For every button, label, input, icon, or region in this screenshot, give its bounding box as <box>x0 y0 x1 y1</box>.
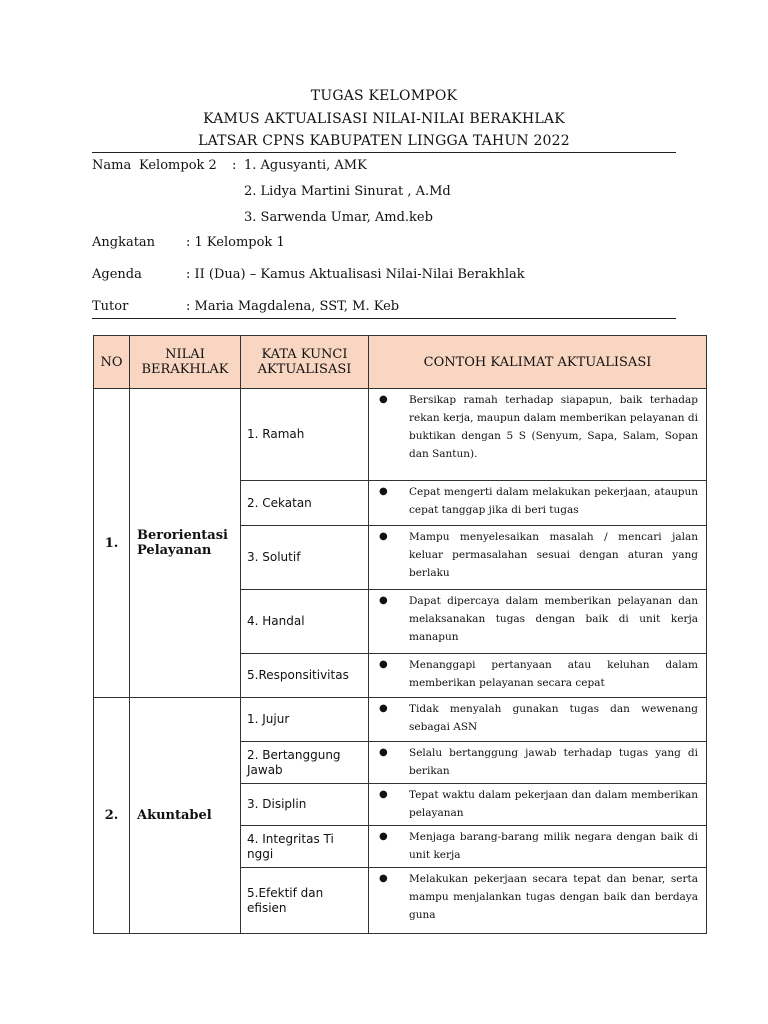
bullet-icon: ● <box>379 873 388 884</box>
contoh-text: Melakukan pekerjaan secara tepat dan benar, serta mampu menjalankan tugas dengan baik dan berdaya guna <box>409 873 698 921</box>
header-contoh: CONTOH KALIMAT AKTUALISASI <box>369 336 707 389</box>
contoh-cell <box>369 481 707 526</box>
bullet-icon: ● <box>379 747 388 758</box>
contoh-cell <box>369 784 707 826</box>
header-no: NO <box>94 336 130 389</box>
contoh-text: Tidak menyalah gunakan tugas dan wewenang sebagai ASN <box>409 703 698 733</box>
agenda-value: : II (Dua) – Kamus Aktualisasi Nilai-Nilai Berakhlak <box>186 267 525 282</box>
kata-kunci-cell: 5.Responsitivitas <box>241 654 369 698</box>
kata-kunci-cell: 3. Disiplin <box>241 784 369 826</box>
members-colon: : <box>232 158 237 173</box>
header-nilai: NILAI BERAKHLAK <box>130 336 241 389</box>
member-2: 2. Lidya Martini Sinurat , A.Md <box>244 184 451 199</box>
bullet-icon: ● <box>379 531 388 542</box>
bullet-icon: ● <box>379 486 388 497</box>
kelompok-label: Kelompok 2 <box>139 158 217 173</box>
kata-kunci-cell: 2. Bertanggung Jawab <box>241 742 369 784</box>
contoh-text: Menjaga barang-barang milik negara dengan baik di unit kerja <box>409 831 698 861</box>
contoh-text: Mampu menyelesaikan masalah / mencari jalan keluar permasalahan sesuai dengan aturan yang berlaku <box>409 531 698 579</box>
kata-kunci-cell: 4. Handal <box>241 590 369 654</box>
agenda-label: Agenda <box>92 267 142 282</box>
aktualisasi-table <box>93 335 707 934</box>
contoh-cell <box>369 526 707 590</box>
contoh-cell <box>369 698 707 742</box>
contoh-text: Cepat mengerti dalam melakukan pekerjaan, ataupun cepat tanggap jika di beri tugas <box>409 486 698 516</box>
angkatan-value: : 1 Kelompok 1 <box>186 235 285 250</box>
bullet-icon: ● <box>379 831 388 842</box>
header-kata-kunci: KATA KUNCI AKTUALISASI <box>241 336 369 389</box>
tutor-label: Tutor <box>92 299 129 314</box>
contoh-text: Selalu bertanggung jawab terhadap tugas yang di berikan <box>409 747 698 777</box>
contoh-text: Tepat waktu dalam pekerjaan dan dalam memberikan pelayanan <box>409 789 698 819</box>
kata-kunci-cell: 3. Solutif <box>241 526 369 590</box>
kata-kunci-cell: 4. Integritas Ti nggi <box>241 826 369 868</box>
doc-subtitle: KAMUS AKTUALISASI NILAI-NILAI BERAKHLAK <box>203 111 565 127</box>
bullet-icon: ● <box>379 703 388 714</box>
doc-title: TUGAS KELOMPOK <box>310 88 458 104</box>
tutor-value: : Maria Magdalena, SST, M. Keb <box>186 299 400 314</box>
bullet-icon: ● <box>379 394 388 405</box>
member-3: 3. Sarwenda Umar, Amd.keb <box>244 210 433 225</box>
nilai-cell: Berorientasi Pelayanan <box>130 389 241 698</box>
doc-subtitle-2: LATSAR CPNS KABUPATEN LINGGA TAHUN 2022 <box>198 133 570 149</box>
kata-kunci-cell: 2. Cekatan <box>241 481 369 526</box>
row-number: 2. <box>94 698 130 934</box>
table-header-row <box>94 336 707 389</box>
member-1: 1. Agusyanti, AMK <box>244 158 367 173</box>
contoh-cell <box>369 654 707 698</box>
bullet-icon: ● <box>379 595 388 606</box>
contoh-cell <box>369 389 707 481</box>
nilai-cell: Akuntabel <box>130 698 241 934</box>
row-number: 1. <box>94 389 130 698</box>
contoh-cell <box>369 868 707 934</box>
header-divider <box>92 152 676 153</box>
kata-kunci-cell: 1. Ramah <box>241 389 369 481</box>
info-divider <box>92 318 676 319</box>
contoh-cell <box>369 826 707 868</box>
table-row <box>94 698 707 742</box>
contoh-text: Menanggapi pertanyaan atau keluhan dalam memberikan pelayanan secara cepat <box>409 659 698 689</box>
angkatan-label: Angkatan <box>92 235 156 250</box>
contoh-cell <box>369 590 707 654</box>
bullet-icon: ● <box>379 659 388 670</box>
nama-label: Nama <box>92 158 132 173</box>
table-row <box>94 389 707 481</box>
contoh-text: Bersikap ramah terhadap siapapun, baik terhadap rekan kerja, maupun dalam memberikan pelayanan di buktikan dengan 5 S (Senyum, Sapa, Salam, Sopan dan Santun). <box>409 394 698 460</box>
contoh-text: Dapat dipercaya dalam memberikan pelayanan dan melaksanakan tugas dengan baik di unit kerja manapun <box>409 595 698 643</box>
contoh-cell <box>369 742 707 784</box>
bullet-icon: ● <box>379 789 388 800</box>
kata-kunci-cell: 1. Jujur <box>241 698 369 742</box>
kata-kunci-cell: 5.Efektif dan efisien <box>241 868 369 934</box>
